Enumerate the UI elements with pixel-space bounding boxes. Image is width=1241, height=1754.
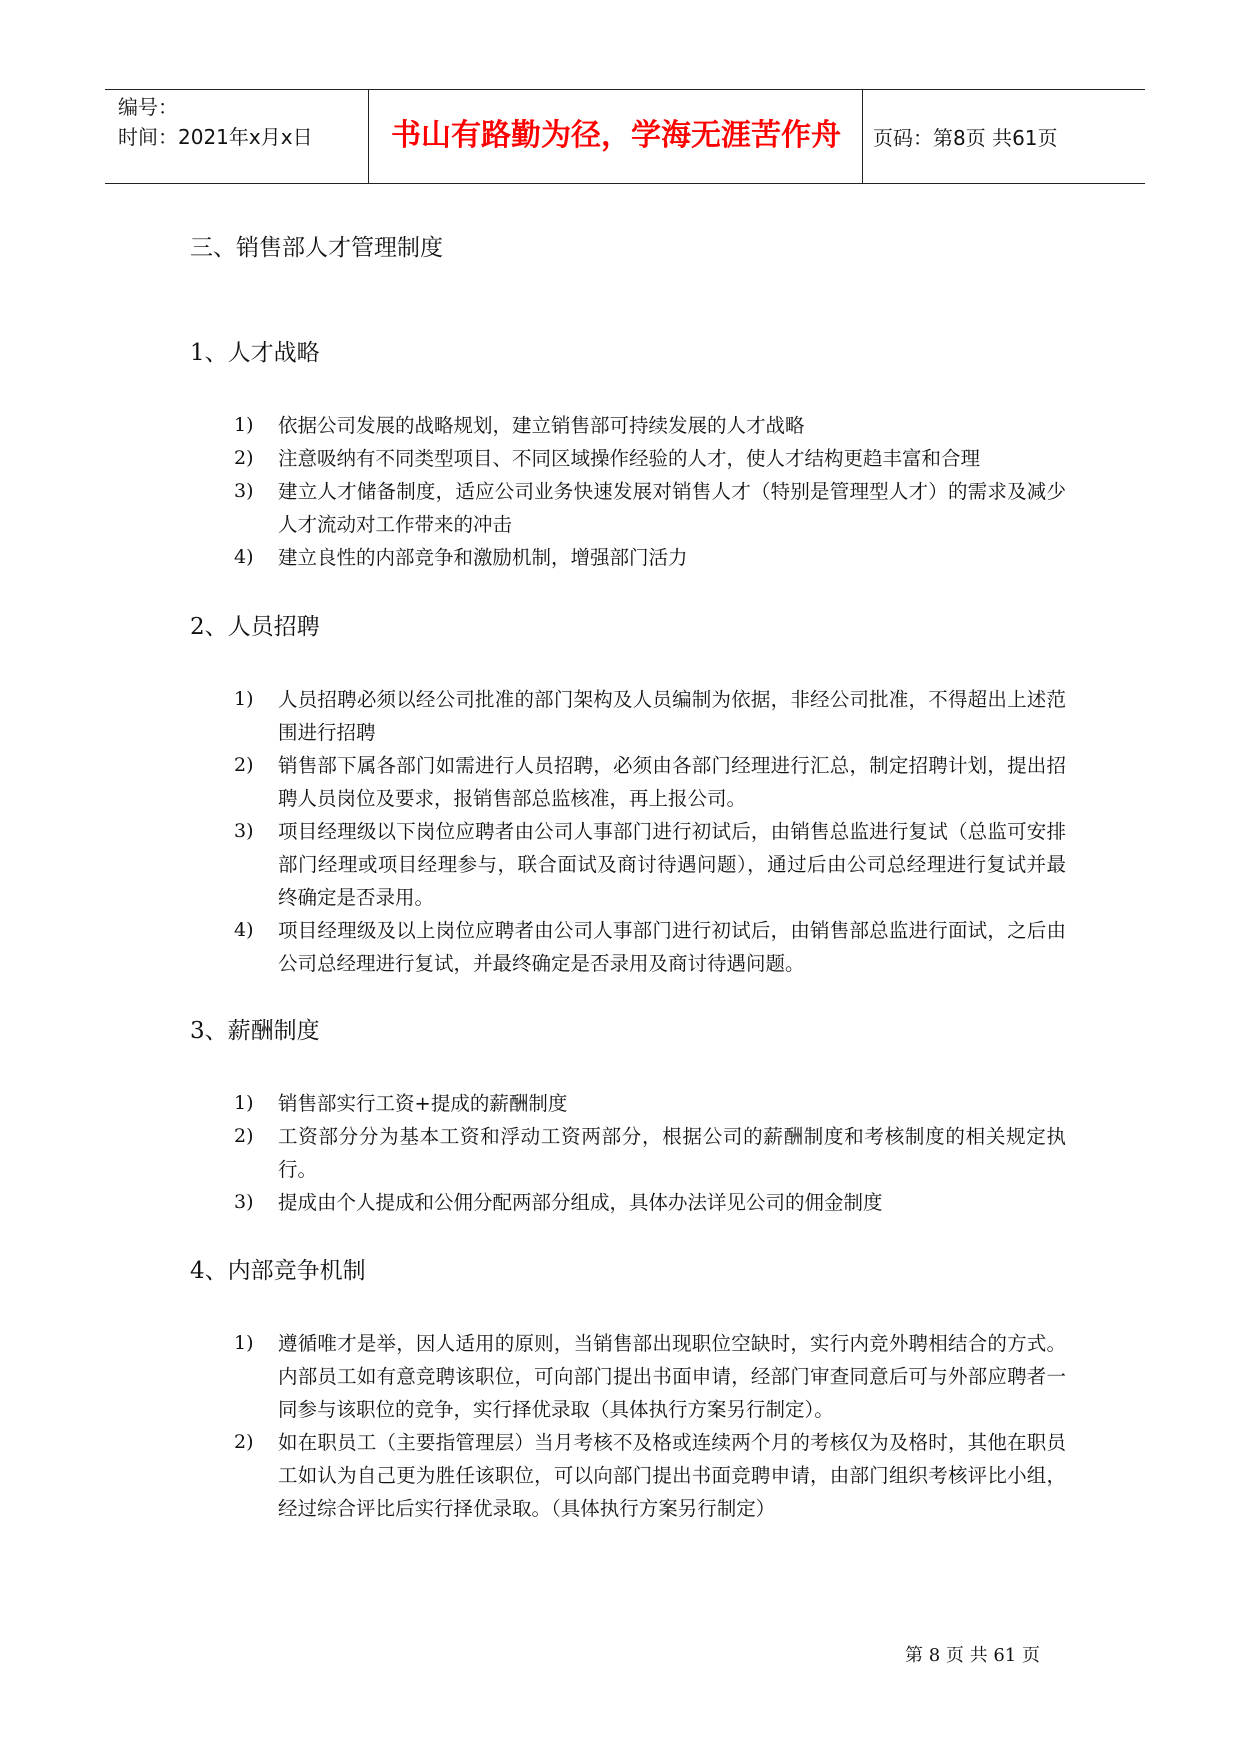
- list-item-text: 如在职员工（主要指管理层）当月考核不及格或连续两个月的考核仅为及格时，其他在职员工如认为自己更为胜任该职位，可以向部门提出书面竞聘申请，由部门组织考核评比小组，经过综合评比后实行择优录取。（具体执行方案另行制定）: [278, 1431, 1066, 1520]
- section-title: 1、人才战略: [190, 340, 320, 366]
- list-item-number: 1): [234, 414, 254, 436]
- list-item-number: 3): [234, 480, 254, 502]
- list-item-number: 4): [234, 546, 254, 568]
- list-item-text: 工资部分分为基本工资和浮动工资两部分，根据公司的薪酬制度和考核制度的相关规定执行。: [278, 1125, 1066, 1181]
- list-item-text: 项目经理级及以上岗位应聘者由公司人事部门进行初试后，由销售部总监进行面试，之后由公司总经理进行复试，并最终确定是否录用及商讨待遇问题。: [278, 919, 1066, 975]
- page-footer: 第 8 页 共 61 页: [905, 1645, 1040, 1666]
- list-item-number: 2): [234, 754, 254, 776]
- header-divider-left: [368, 89, 369, 184]
- list-item-text: 依据公司发展的战略规划，建立销售部可持续发展的人才战略: [278, 414, 805, 437]
- header-info: [118, 92, 313, 152]
- list-item-number: 1): [234, 1332, 254, 1354]
- list-item-number: 1): [234, 1092, 254, 1114]
- list-item-number: 2): [234, 1431, 254, 1453]
- header-divider-right: [862, 89, 863, 184]
- list-item-text: 提成由个人提成和公佣分配两部分组成，具体办法详见公司的佣金制度: [278, 1191, 883, 1214]
- list-item-text: 建立良性的内部竞争和激励机制，增强部门活力: [278, 546, 688, 569]
- list-item-text: 建立人才储备制度，适应公司业务快速发展对销售人才（特别是管理型人才）的需求及减少人才流动对工作带来的冲击: [278, 480, 1066, 536]
- list-item-number: 2): [234, 447, 254, 469]
- list-item-text: 销售部下属各部门如需进行人员招聘，必须由各部门经理进行汇总，制定招聘计划，提出招聘人员岗位及要求，报销售部总监核准，再上报公司。: [278, 754, 1066, 810]
- list-item-number: 3): [234, 1191, 254, 1213]
- list-item-number: 1): [234, 688, 254, 710]
- header-page-label: 页码：第8页 共61页: [873, 126, 1058, 150]
- list-item-text: 遵循唯才是举，因人适用的原则，当销售部出现职位空缺时，实行内竞外聘相结合的方式。内部员工如有意竞聘该职位，可向部门提出书面申请，经部门审查同意后可与外部应聘者一同参与该职位的竞争，实行择优录取（具体执行方案另行制定）。: [278, 1332, 1066, 1421]
- page-title: 三、销售部人才管理制度: [190, 235, 443, 261]
- list-item-text: 人员招聘必须以经公司批准的部门架构及人员编制为依据，非经公司批准，不得超出上述范围进行招聘: [278, 688, 1066, 744]
- section-title: 3、薪酬制度: [190, 1018, 320, 1044]
- header-number-label: 编号：: [118, 95, 178, 119]
- list-item-text: 项目经理级以下岗位应聘者由公司人事部门进行初试后，由销售总监进行复试（总监可安排部门经理或项目经理参与，联合面试及商讨待遇问题），通过后由公司总经理进行复试并最终确定是否录用。: [278, 820, 1066, 909]
- list-item-number: 2): [234, 1125, 254, 1147]
- list-item-number: 3): [234, 820, 254, 842]
- list-item-number: 4): [234, 919, 254, 941]
- header-bottom-rule: [105, 183, 1145, 184]
- header-time-label: 时间：2021年x月x日: [118, 125, 313, 149]
- list-item-text: 注意吸纳有不同类型项目、不同区域操作经验的人才，使人才结构更趋丰富和合理: [278, 447, 981, 470]
- list-item-text: 销售部实行工资+提成的薪酬制度: [278, 1092, 568, 1115]
- section-title: 4、内部竞争机制: [190, 1258, 366, 1284]
- header-motto: 书山有路勤为径，学海无涯苦作舟: [391, 118, 841, 153]
- header-top-rule: [105, 89, 1145, 90]
- section-title: 2、人员招聘: [190, 614, 320, 640]
